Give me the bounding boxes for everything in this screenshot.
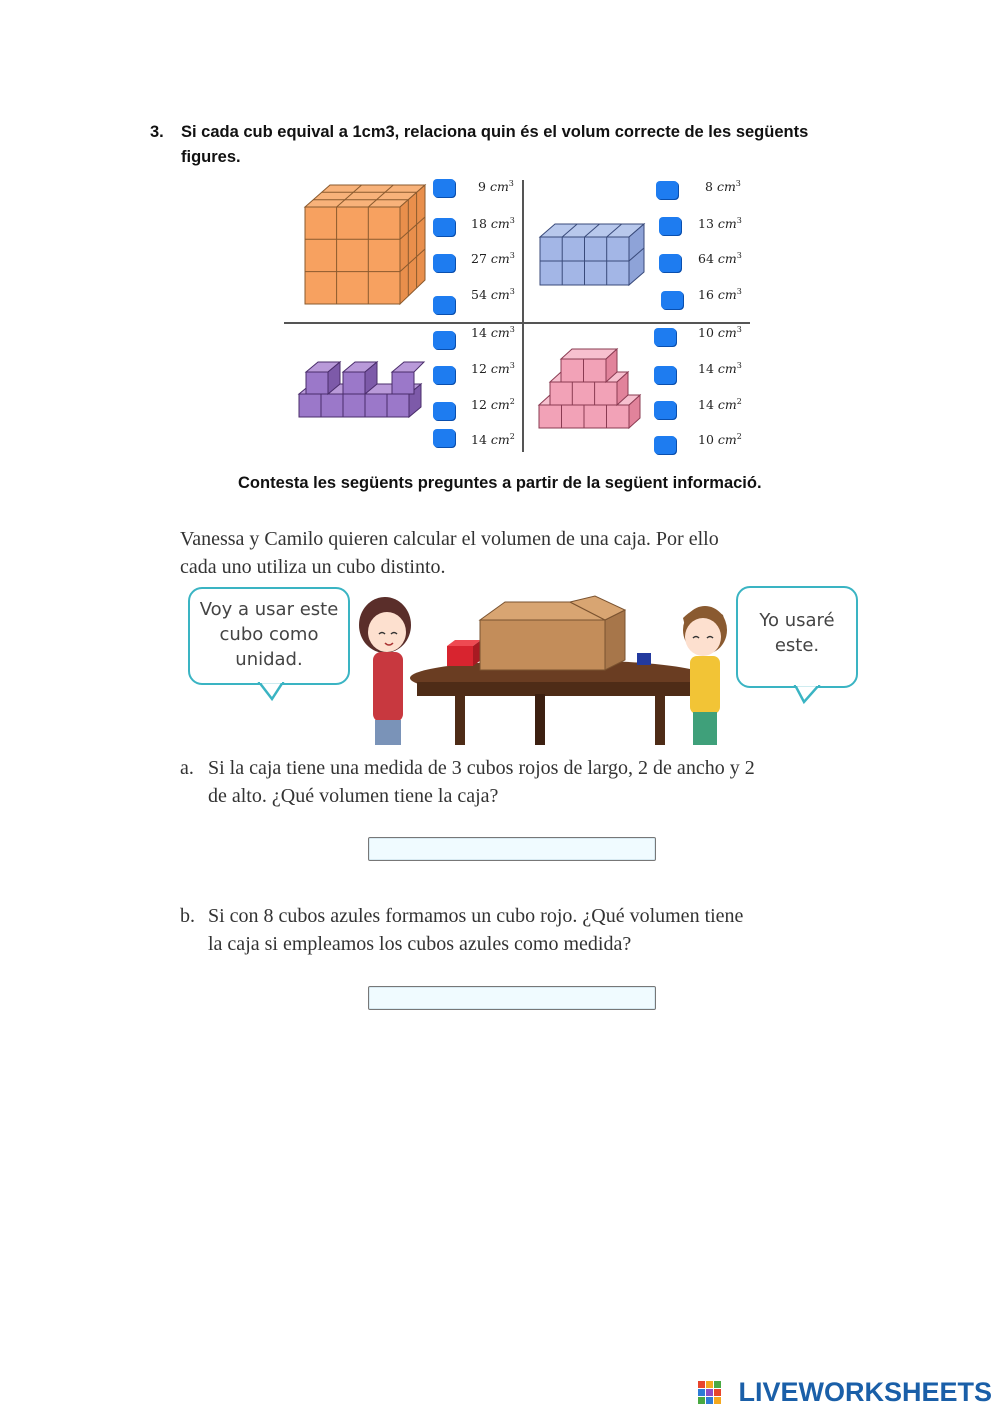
option-checkbox-orange-2[interactable]: [433, 218, 455, 236]
option-checkbox-purple-2[interactable]: [433, 366, 455, 384]
question-a-line-2: de alto. ¿Qué volumen tiene la caja?: [208, 785, 499, 807]
orange-cube-figure: [300, 182, 428, 308]
option-checkbox-pink-3[interactable]: [654, 401, 676, 419]
option-label-purple-3: 12 $cm^2$: [471, 397, 515, 413]
story-text: [180, 525, 820, 581]
grid-horizontal-divider: [284, 322, 750, 324]
option-checkbox-orange-3[interactable]: [433, 254, 455, 272]
option-checkbox-blue-1[interactable]: [656, 181, 678, 199]
bubble-right-line-2: este.: [774, 635, 820, 656]
option-label-blue-4: 16 $cm^3$: [698, 287, 742, 303]
question-a-line-1: Si la caja tiene una medida de 3 cubos rojos de largo, 2 de ancho y 2: [208, 757, 755, 779]
option-checkbox-pink-2[interactable]: [654, 366, 676, 384]
question-text: Si cada cub equival a 1cm3, relaciona quin és el volum correcte de les següents figures.: [181, 123, 809, 166]
grid-vertical-divider: [522, 180, 524, 452]
option-checkbox-purple-1[interactable]: [433, 331, 455, 349]
option-label-purple-2: 12 $cm^3$: [471, 361, 515, 377]
option-label-purple-1: 14 $cm^3$: [471, 325, 515, 341]
option-checkbox-blue-2[interactable]: [659, 217, 681, 235]
bubble-right-line-1: Yo usaré: [759, 610, 835, 631]
question-b-line-2: la caja si empleamos los cubos azules como medida?: [208, 933, 632, 955]
blue-prism-figure: [537, 222, 647, 288]
option-checkbox-purple-4[interactable]: [433, 429, 455, 447]
option-label-orange-2: 18 $cm^3$: [471, 216, 515, 232]
option-label-blue-1: 8 $cm^3$: [705, 179, 741, 195]
liveworksheets-logo-icon: [698, 1381, 722, 1405]
option-checkbox-pink-1[interactable]: [654, 328, 676, 346]
option-checkbox-blue-3[interactable]: [659, 254, 681, 272]
option-label-pink-1: 10 $cm^3$: [698, 325, 742, 341]
speech-bubble-right: [736, 586, 858, 688]
option-label-pink-2: 14 $cm^3$: [698, 361, 742, 377]
question-a: [180, 754, 840, 810]
bubble-left-line-1: Voy a usar este: [199, 599, 339, 620]
story-line-2: cada uno utiliza un cubo distinto.: [180, 556, 446, 578]
speech-bubble-left: [188, 587, 350, 685]
option-label-blue-2: 13 $cm^3$: [698, 216, 742, 232]
purple-shape-figure: [296, 354, 426, 420]
option-label-orange-4: 54 $cm^3$: [471, 287, 515, 303]
option-label-blue-3: 64 $cm^3$: [698, 251, 742, 267]
option-label-pink-4: 10 $cm^2$: [698, 432, 742, 448]
bubble-left-tail: [256, 682, 286, 702]
question-b: [180, 902, 840, 958]
option-label-pink-3: 14 $cm^2$: [698, 397, 742, 413]
answer-input-a[interactable]: [368, 837, 656, 861]
instruction-text: Contesta les següents preguntes a partir de la següent informació.: [238, 474, 762, 492]
bubble-left-line-3: unidad.: [235, 649, 303, 670]
story-line-1: Vanessa y Camilo quieren calcular el volumen de una caja. Por ello: [180, 528, 719, 550]
option-checkbox-pink-4[interactable]: [654, 436, 676, 454]
answer-input-b[interactable]: [368, 986, 656, 1010]
option-label-orange-1: 9 $cm^3$: [478, 179, 514, 195]
question-number: 3.: [150, 123, 164, 141]
bubble-right-tail: [792, 685, 822, 705]
option-label-purple-4: 14 $cm^2$: [471, 432, 515, 448]
question-b-label: b.: [180, 905, 195, 927]
option-checkbox-orange-4[interactable]: [433, 296, 455, 314]
option-checkbox-orange-1[interactable]: [433, 179, 455, 197]
option-label-orange-3: 27 $cm^3$: [471, 251, 515, 267]
question-b-line-1: Si con 8 cubos azules formamos un cubo rojo. ¿Qué volumen tiene: [208, 905, 744, 927]
pink-stairs-figure: [536, 345, 644, 431]
brand-wordmark: LIVEWORKSHEETS: [738, 1377, 992, 1407]
bubble-left-line-2: cubo como: [219, 624, 319, 645]
illustration-scene: [355, 590, 735, 745]
question-a-label: a.: [180, 757, 194, 779]
option-checkbox-purple-3[interactable]: [433, 402, 455, 420]
option-checkbox-blue-4[interactable]: [661, 291, 683, 309]
girl-figure: [359, 597, 411, 745]
